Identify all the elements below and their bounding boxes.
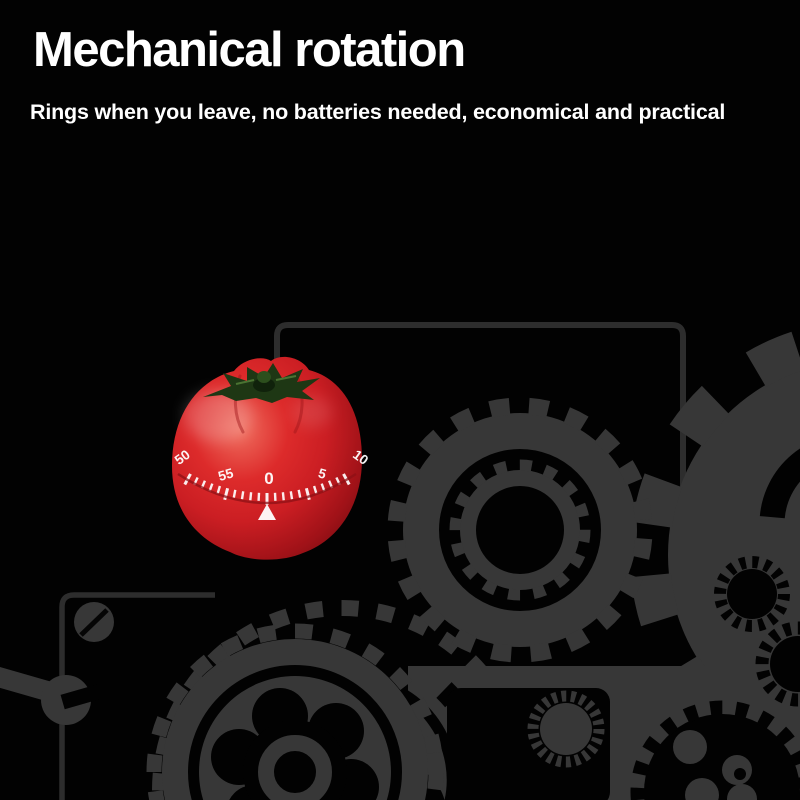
dial-number: 10	[350, 446, 372, 468]
dial-number: 0	[264, 469, 274, 488]
dial-number: 50	[171, 446, 193, 468]
page-title: Mechanical rotation	[33, 23, 465, 77]
dial-number: 5	[316, 465, 328, 482]
screw-icon	[74, 602, 114, 642]
dial-number: 55	[216, 465, 236, 484]
page-subtitle: Rings when you leave, no batteries needed, economical and practical	[30, 100, 726, 124]
